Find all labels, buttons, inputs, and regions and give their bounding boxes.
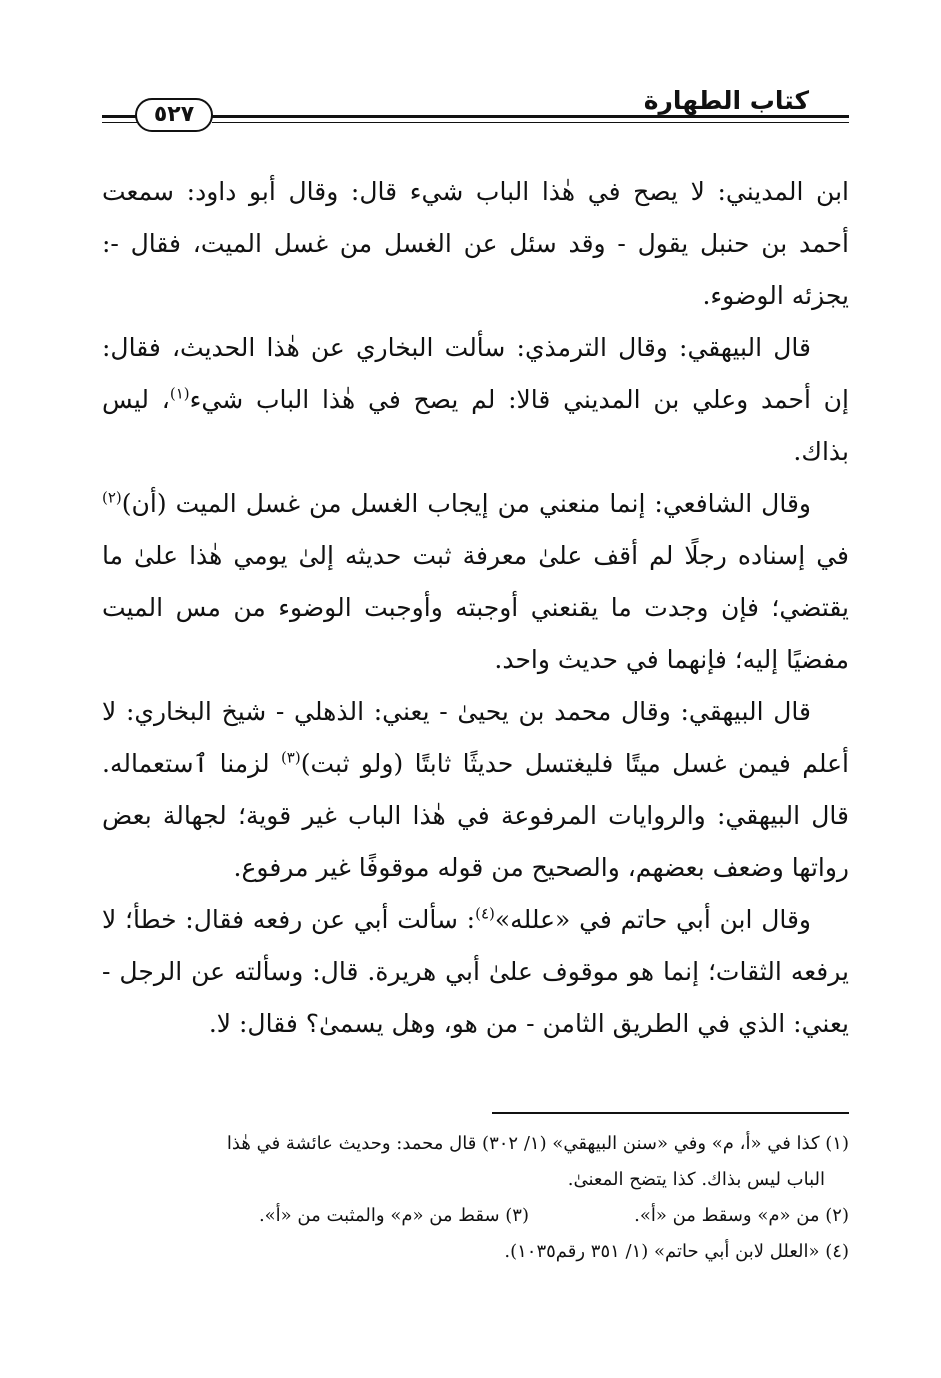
paragraph-3	[102, 478, 849, 686]
header-rule-left-upper	[102, 115, 138, 118]
paragraph-4	[102, 686, 849, 894]
footnote-ref-1: (١)	[169, 384, 190, 403]
chapter-title: كتاب الطهارة	[643, 86, 809, 115]
paragraph-4-text: قال البيهقي: وقال محمد بن يحيىٰ - يعني: الذهلي - شيخ البخاري: لا أعلم فيمن غسل ميتًا فليغتسل حديثًا ثابتًا (ولو ثبت)	[102, 697, 849, 778]
paragraph-2-text-end: ، ليس بذاك.	[102, 385, 849, 466]
footnote-ref-2: (٢)	[102, 488, 122, 507]
footnote-4: (٤) «العلل لابن أبي حاتم» (١/ ٣٥١ رقم١٠٣٥).	[504, 1241, 849, 1262]
header-rule-upper	[212, 115, 849, 118]
footnotes	[102, 1126, 849, 1270]
header-rule-left-lower	[102, 122, 138, 123]
main-text	[102, 166, 849, 1050]
footnote-row-2-3	[102, 1198, 849, 1234]
paragraph-2	[102, 322, 849, 478]
footnote-1-continuation: الباب ليس بذاك. كذا يتضح المعنىٰ.	[567, 1169, 825, 1190]
paragraph-4-text-end: لزمنا ٱستعماله. قال البيهقي: والروايات المرفوعة في هٰذا الباب غير قوية؛ لجهالة بعض رواتها وضعف بعضهم، والصحيح من قوله موقوفًا غير مرفوع.	[102, 749, 849, 882]
footnote-2: (٢) من «م» وسقط من «أ».	[634, 1205, 849, 1226]
footnote-separator	[492, 1112, 849, 1114]
page-number: ٥٢٧	[135, 98, 213, 132]
paragraph-5	[102, 894, 849, 1050]
paragraph-5-text-end: : سألت أبي عن رفعه فقال: خطأ؛ لا يرفعه الثقات؛ إنما هو موقوف علىٰ أبي هريرة. قال: وسألته عن الرجل - يعني: الذي في الطريق الثامن - من هو، وهل يسمىٰ؟ فقال: لا.	[102, 905, 849, 1038]
footnote-ref-4: (٤)	[475, 904, 495, 923]
footnote-1: (١) كذا في «أ، م» وفي «سنن البيهقي» (١/ ٣٠٢) قال محمد: وحديث عائشة في هٰذا	[226, 1133, 849, 1154]
paragraph-2-text: قال البيهقي: وقال الترمذي: سألت البخاري عن هٰذا الحديث، فقال: إن أحمد وعلي بن المديني قالا: لم يصح في هٰذا الباب شيء	[102, 333, 849, 414]
header-rule-lower	[212, 122, 849, 123]
paragraph-1: ابن المديني: لا يصح في هٰذا الباب شيء قال: وقال أبو داود: سمعت أحمد بن حنبل يقول - وقد سئل عن الغسل من غسل الميت، فقال -: يجزئه الوضوء.	[102, 177, 849, 310]
paragraph-5-text: وقال ابن أبي حاتم في «علله»	[494, 905, 811, 934]
footnote-3: (٣) سقط من «م» والمثبت من «أ».	[258, 1205, 529, 1226]
paragraph-3-text: وقال الشافعي: إنما منعني من إيجاب الغسل من غسل الميت (أن)	[121, 489, 811, 518]
paragraph-3-text-end: في إسناده رجلًا لم أقف علىٰ معرفة ثبت حديثه إلىٰ يومي هٰذا علىٰ ما يقتضي؛ فإن وجدت ما يقنعني أوجبته وأوجبت الوضوء من مس الميت مفضيًا إليه؛ فإنهما في حديث واحد.	[102, 541, 850, 674]
page-header	[102, 84, 849, 134]
footnote-ref-3: (٣)	[280, 748, 301, 767]
